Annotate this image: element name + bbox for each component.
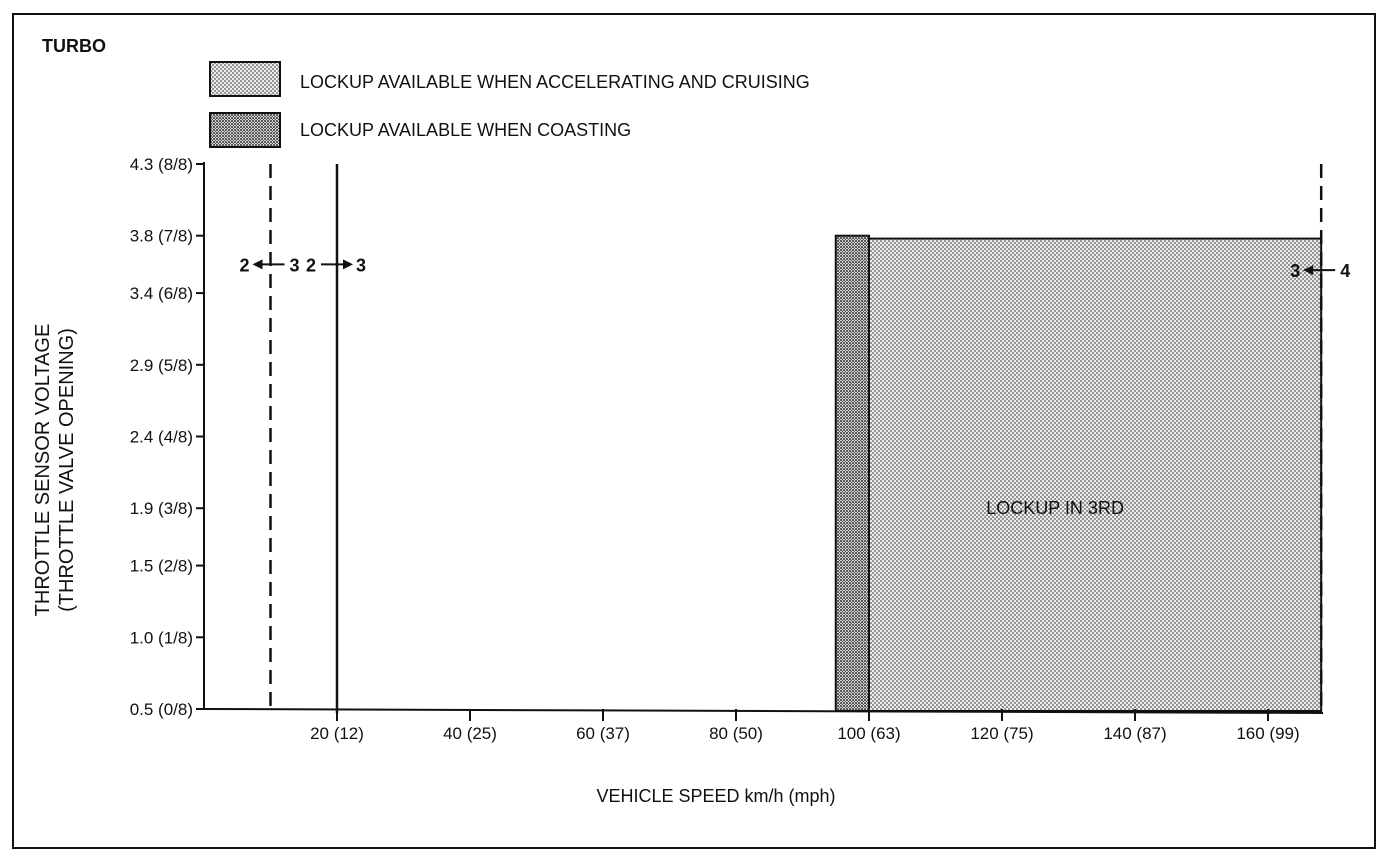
legend <box>210 62 810 147</box>
x-tick-label: 160 (99) <box>1236 724 1300 743</box>
y-ticks <box>130 155 204 719</box>
y-tick-label: 3.8 (7/8) <box>129 226 193 246</box>
x-tick-label: 40 (25) <box>443 724 497 743</box>
legend-label-coasting: LOCKUP AVAILABLE WHEN COASTING <box>300 120 632 140</box>
y-tick-label: 2.9 (5/8) <box>129 355 193 375</box>
x-ticks <box>310 709 1300 743</box>
legend-swatch-accelerating <box>210 62 280 96</box>
x-tick-label: 140 (87) <box>1103 724 1167 743</box>
shift-label-to: 3 <box>355 255 367 276</box>
y-tick-label: 1.9 (3/8) <box>129 499 193 519</box>
x-tick-label: 60 (37) <box>576 724 630 743</box>
y-axis-title-line2: (THROTTLE VALVE OPENING) <box>56 328 78 612</box>
legend-swatch-coasting <box>210 113 280 147</box>
y-tick-label: 3.4 (6/8) <box>129 284 193 304</box>
y-axis-title-line1: THROTTLE SENSOR VOLTAGE <box>32 323 54 617</box>
y-tick-label: 4.3 (8/8) <box>129 155 193 174</box>
shift-label-to: 3 <box>289 255 300 276</box>
lockup-regions <box>836 236 1321 711</box>
y-tick-label: 1.5 (2/8) <box>129 556 193 576</box>
shift-arrow-head <box>343 259 353 269</box>
x-axis-title: VEHICLE SPEED km/h (mph) <box>596 786 836 806</box>
x-tick-label: 120 (75) <box>970 724 1034 743</box>
y-tick-label: 2.4 (4/8) <box>129 427 193 447</box>
lockup-3rd-label: LOCKUP IN 3RD <box>986 498 1124 519</box>
legend-label-accelerating: LOCKUP AVAILABLE WHEN ACCELERATING AND CRUISING <box>300 72 810 92</box>
x-tick-label: 100 (63) <box>837 724 901 743</box>
shift-label-from: 2 <box>239 255 250 276</box>
chart-title: TURBO <box>42 36 106 56</box>
y-tick-label: 1.0 (1/8) <box>129 628 193 648</box>
shift-label-from: 2 <box>305 255 317 276</box>
y-tick-label: 0.5 (0/8) <box>129 700 193 719</box>
coasting-region <box>836 236 869 711</box>
x-tick-label: 20 (12) <box>310 724 364 743</box>
shift-arrow-head <box>253 259 263 269</box>
shift-label-from: 3 <box>1290 261 1301 282</box>
shift-label-to: 4 <box>1340 261 1351 282</box>
x-tick-label: 80 (50) <box>709 724 763 743</box>
accelerating_cruising-region <box>869 239 1321 711</box>
